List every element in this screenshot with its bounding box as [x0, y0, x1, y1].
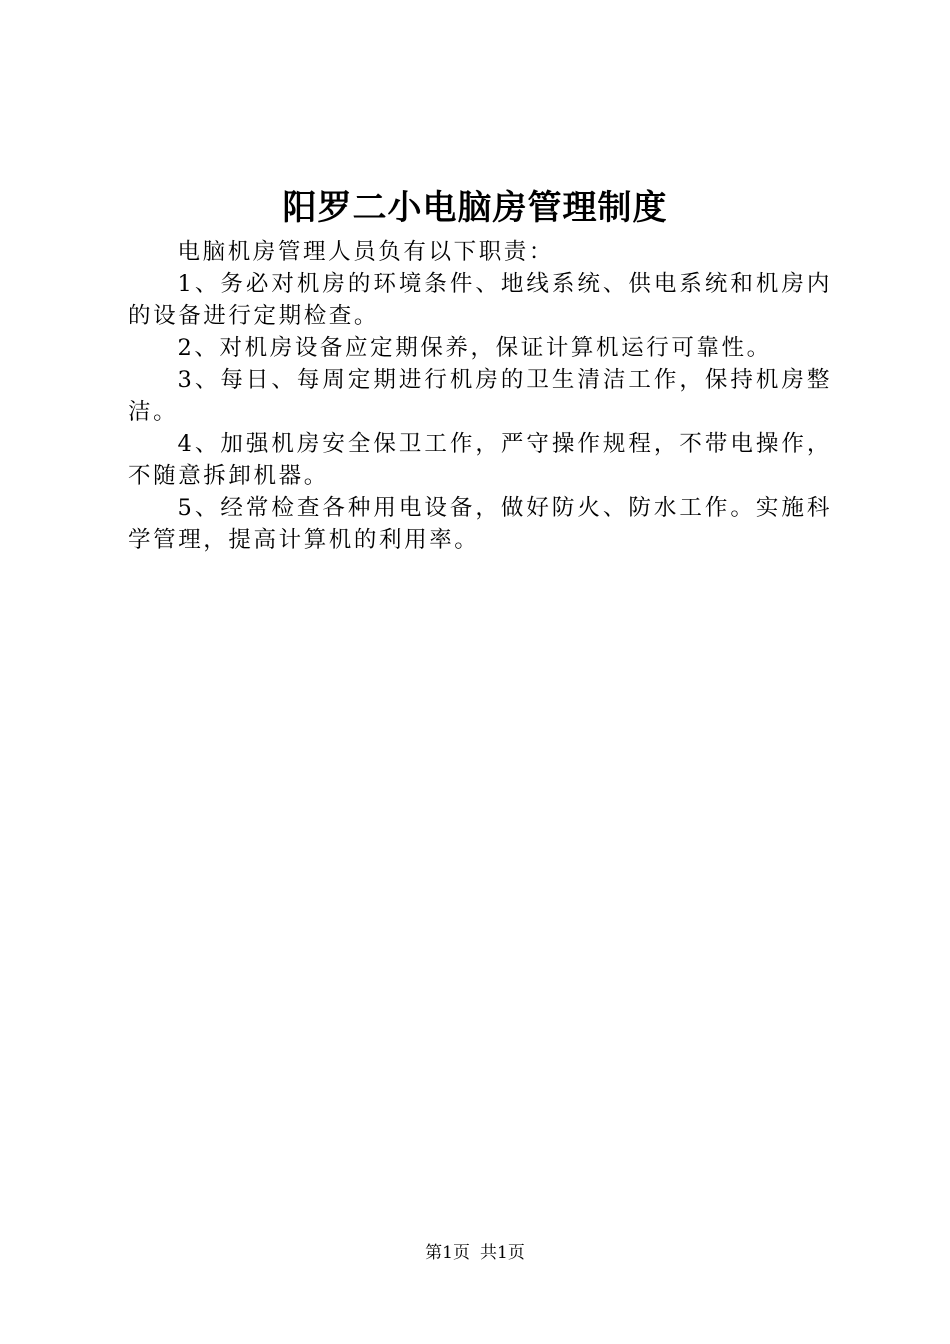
document-title: 阳罗二小电脑房管理制度 [282, 188, 668, 228]
paragraph-item-5: 5、经常检查各种用电设备，做好防火、防水工作。实施科学管理，提高计算机的利用率。 [128, 495, 832, 553]
paragraph-item-1: 1、务必对机房的环境条件、地线系统、供电系统和机房内的设备进行定期检查。 [128, 271, 832, 329]
paragraph-item-2: 2、对机房设备应定期保养，保证计算机运行可靠性。 [177, 335, 772, 361]
paragraph-intro: 电脑机房管理人员负有以下职责： [177, 239, 555, 265]
page-footer [0, 1242, 950, 1264]
page-number: 第1页 [425, 1243, 470, 1263]
document-body [128, 236, 832, 556]
page-total: 共1页 [480, 1243, 525, 1263]
paragraph-item-4: 4、加强机房安全保卫工作，严守操作规程，不带电操作，不随意拆卸机器。 [128, 431, 832, 489]
paragraph-item-3: 3、每日、每周定期进行机房的卫生清洁工作，保持机房整洁。 [128, 367, 832, 425]
